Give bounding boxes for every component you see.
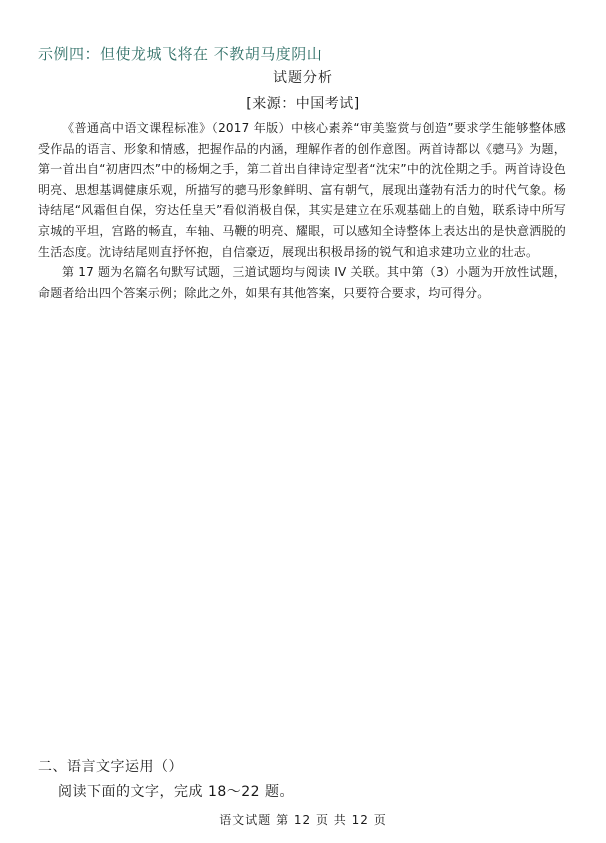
example-answer-line: 示例四：但使龙城飞将在 不教胡马度阴山 (38, 45, 323, 63)
section-instruction: 阅读下面的文字，完成 18～22 题。 (58, 784, 295, 800)
analysis-title: 试题分析 (273, 70, 333, 86)
analysis-paragraph: 《普通高中语文课程标准》（2017 年版）中核心素养“审美鉴赏与创造”要求学生能够整体感受作品的语言、形象和情感，把握作品的内涵，理解作者的创作意图。两首诗都以《骢马》为题，第一首出自“初唐四杰”中的杨炯之手，第二首出自律诗定型者“沈宋”中的沈佺期之手。两首诗设色明亮、思想基调健康乐观，所描写的骢马形象鲜明、富有朝气，展现出蓬勃有活力的时代气象。杨诗结尾“风霜但自保，穷达任皇天”看似消极自保，其实是建立在乐观基础上的自勉，联系诗中所写京城的平坦，宫路的畅直，车轴、马鞭的明亮、耀眼，可以感知全诗整体上表达出的是快意洒脱的生活态度。沈诗结尾则直抒怀抱，自信豪迈，展现出积极昂扬的锐气和追求建功立业的壮志。 (38, 121, 566, 259)
section-heading: 二、语言文字运用（） (38, 759, 183, 775)
analysis-paragraph: 第 17 题为名篇名句默写试题，三道试题均与阅读 IV 关联。其中第（3）小题为开放性试题，命题者给出四个答案示例；除此之外，如果有其他答案，只要符合要求，均可得分。 (38, 265, 566, 300)
page-footer: 语文试题 第 12 页 共 12 页 (219, 813, 387, 827)
analysis-body (38, 118, 566, 303)
source-citation: [来源：中国考试] (246, 96, 360, 112)
